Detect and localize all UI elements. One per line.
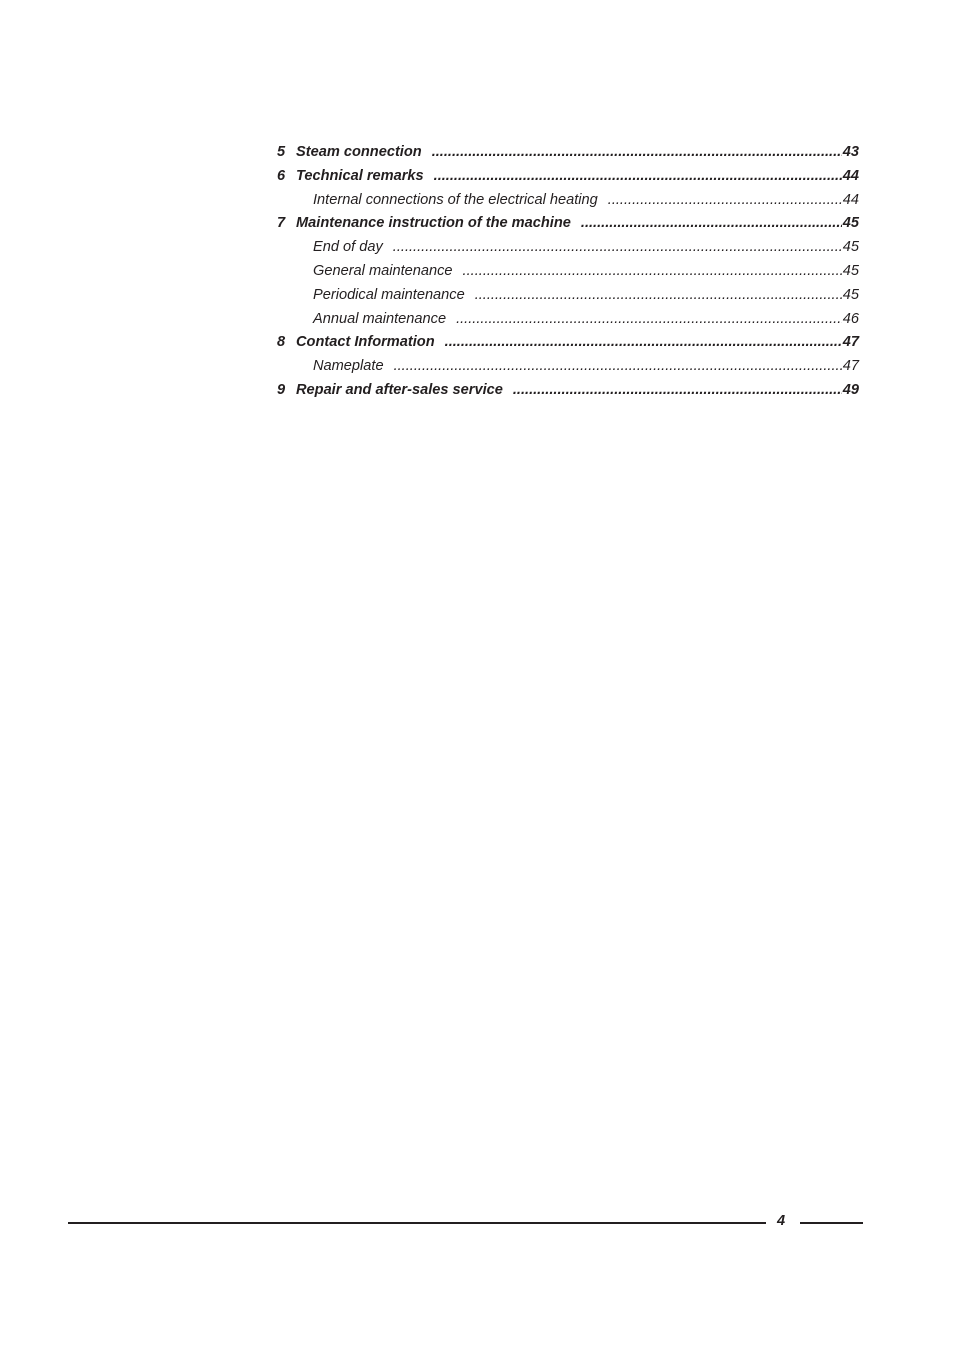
toc-entry-technical-remarks[interactable]: [277, 168, 859, 192]
toc-entry-title: Maintenance instruction of the machine: [296, 215, 571, 232]
toc-entry-title: End of day: [313, 239, 383, 256]
toc-entry-page: 45: [842, 286, 859, 303]
toc-entry-general-maintenance[interactable]: [277, 263, 859, 287]
toc-entry-page: 45: [842, 215, 859, 232]
table-of-contents: [277, 144, 859, 406]
toc-entry-page: 45: [842, 262, 859, 279]
toc-entry-title: Annual maintenance: [313, 310, 447, 327]
toc-dot-leader: [581, 215, 842, 231]
toc-entry-title: General maintenance: [313, 262, 453, 279]
toc-dot-leader: [445, 334, 842, 350]
toc-entry-end-of-day[interactable]: [277, 239, 859, 263]
toc-entry-contact-information[interactable]: [277, 334, 859, 358]
toc-entry-title: Internal connections of the electrical heating: [313, 191, 598, 208]
toc-entry-number: 9: [277, 381, 286, 398]
toc-dot-leader: [394, 358, 842, 374]
toc-entry-number: 5: [277, 144, 286, 160]
toc-dot-leader: [432, 144, 842, 160]
toc-entry-title: Technical remarks: [296, 167, 424, 184]
toc-entry-page: 44: [842, 191, 859, 208]
toc-dot-leader: [513, 382, 842, 398]
toc-entry-periodical-maintenance[interactable]: [277, 287, 859, 311]
toc-entry-annual-maintenance[interactable]: [277, 311, 859, 335]
toc-entry-number: 8: [277, 334, 286, 351]
page-number: 4: [776, 1213, 786, 1229]
toc-entry-title: Periodical maintenance: [313, 286, 465, 303]
toc-entry-page: 43: [842, 144, 859, 160]
toc-entry-page: 49: [842, 381, 859, 398]
toc-entry-repair-after-sales[interactable]: [277, 382, 859, 406]
toc-entry-title: Repair and after-sales service: [296, 381, 503, 398]
toc-entry-page: 45: [842, 239, 859, 256]
footer-divider-left: [68, 1222, 766, 1224]
toc-entry-number: 6: [277, 167, 286, 184]
toc-entry-page: 44: [842, 167, 859, 184]
toc-dot-leader: [434, 168, 842, 184]
toc-entry-number: 7: [277, 215, 286, 232]
toc-entry-steam-connection[interactable]: [277, 144, 859, 168]
toc-dot-leader: [456, 311, 842, 327]
toc-entry-title: Nameplate: [313, 358, 384, 375]
toc-dot-leader: [475, 287, 842, 303]
toc-dot-leader: [393, 239, 842, 255]
toc-entry-title: Steam connection: [296, 144, 422, 160]
toc-entry-maintenance-instruction[interactable]: [277, 215, 859, 239]
toc-entry-page: 47: [842, 358, 859, 375]
toc-entry-internal-connections[interactable]: [277, 192, 859, 216]
footer-divider-right: [800, 1222, 863, 1224]
toc-dot-leader: [463, 263, 842, 279]
toc-entry-page: 47: [842, 334, 859, 351]
toc-dot-leader: [608, 192, 842, 208]
toc-entry-page: 46: [842, 310, 859, 327]
toc-entry-nameplate[interactable]: [277, 358, 859, 382]
toc-entry-title: Contact Information: [296, 334, 435, 351]
